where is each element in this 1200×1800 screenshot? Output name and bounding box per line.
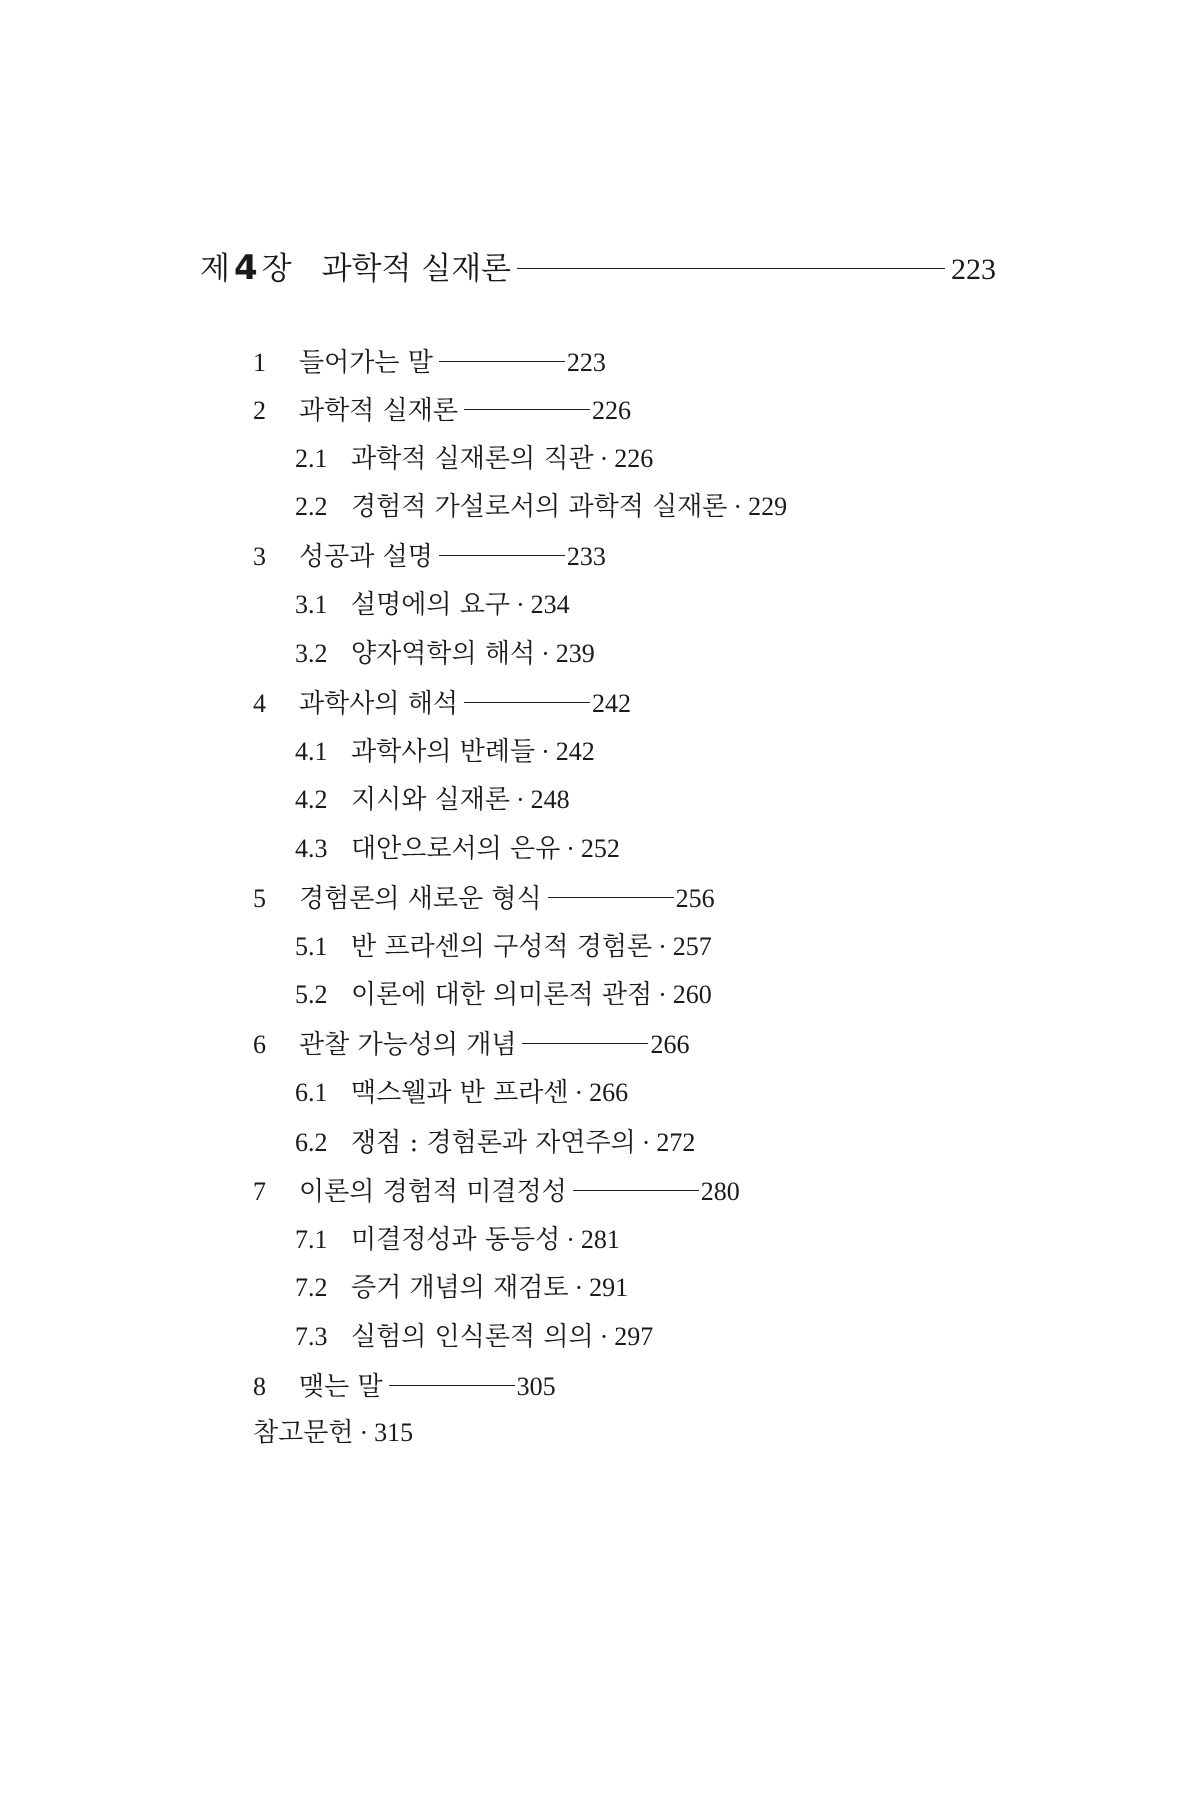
bullet-separator: ·	[566, 834, 575, 863]
toc-subsection[interactable]	[295, 1080, 628, 1106]
toc-subsection[interactable]	[295, 934, 712, 960]
chapter-title: 과학적 실재론	[321, 251, 512, 287]
toc-subsection[interactable]	[295, 1275, 628, 1301]
page-number: 297	[614, 1322, 654, 1351]
subsection-number: 4.3	[295, 834, 328, 863]
page-number: 252	[580, 834, 620, 863]
bullet-separator: ·	[599, 444, 609, 473]
toc-subsection[interactable]	[295, 592, 570, 618]
toc-section[interactable]	[253, 398, 631, 424]
bullet-separator: ·	[541, 737, 550, 766]
references-title: 참고문헌	[253, 1418, 354, 1448]
page-number: 242	[555, 737, 595, 766]
subsection-number: 7.2	[295, 1273, 328, 1302]
bullet-separator: ·	[658, 932, 667, 961]
section-number: 5	[253, 884, 266, 913]
chapter-heading	[200, 243, 996, 288]
toc-section[interactable]	[253, 350, 606, 376]
section-title: 과학적 실재론	[299, 396, 458, 426]
chapter-number: 4	[233, 248, 258, 288]
toc-section[interactable]	[253, 1374, 556, 1400]
page-number: 305	[516, 1372, 556, 1401]
page-number: 248	[530, 785, 570, 814]
leader-line	[464, 409, 590, 410]
toc-subsection[interactable]	[295, 446, 653, 472]
section-number: 8	[253, 1372, 266, 1401]
toc-subsection[interactable]	[295, 1130, 695, 1156]
toc-references[interactable]	[253, 1420, 413, 1446]
leader-line	[439, 361, 565, 362]
page-number: 272	[656, 1128, 696, 1157]
subsection-title: 지시와 실재론	[351, 785, 510, 815]
bullet-separator: ·	[733, 492, 743, 521]
subsection-number: 6.2	[295, 1128, 328, 1157]
section-title: 과학사의 해석	[299, 689, 458, 719]
section-number: 6	[253, 1030, 266, 1059]
subsection-number: 2.1	[295, 444, 328, 473]
chapter-leader-line	[517, 268, 945, 269]
subsection-number: 3.1	[295, 590, 328, 619]
page-number: 280	[700, 1177, 740, 1206]
subsection-title: 과학적 실재론의 직관	[351, 444, 594, 474]
section-title: 맺는 말	[299, 1372, 383, 1402]
leader-line	[548, 897, 674, 898]
leader-line	[522, 1043, 648, 1044]
bullet-separator: ·	[359, 1418, 369, 1447]
chapter-suffix: 장	[261, 251, 292, 287]
bullet-separator: ·	[541, 639, 550, 668]
subsection-title: 경험적 가설로서의 과학적 실재론	[351, 492, 728, 522]
section-number: 2	[253, 396, 266, 425]
section-number: 7	[253, 1177, 266, 1206]
page-number: 226	[614, 444, 654, 473]
subsection-number: 6.1	[295, 1078, 328, 1107]
toc-subsection[interactable]	[295, 836, 620, 862]
toc-subsection[interactable]	[295, 982, 712, 1008]
page-number: 234	[530, 590, 570, 619]
page-number: 266	[650, 1030, 690, 1059]
page-number: 291	[589, 1273, 629, 1302]
subsection-title: 미결정성과 동등성	[351, 1225, 561, 1255]
bullet-separator: ·	[574, 1078, 584, 1107]
toc-section[interactable]	[253, 886, 715, 912]
bullet-separator: ·	[515, 785, 525, 814]
section-title: 성공과 설명	[299, 542, 433, 572]
subsection-number: 2.2	[295, 492, 328, 521]
leader-line	[573, 1190, 699, 1191]
leader-line	[439, 555, 565, 556]
page-number: 266	[589, 1078, 629, 1107]
subsection-title: 양자역학의 해석	[351, 639, 536, 669]
subsection-title: 쟁점 : 경험론과 자연주의	[351, 1128, 636, 1158]
subsection-title: 이론에 대한 의미론적 관점	[351, 980, 653, 1010]
page-number: 260	[672, 980, 712, 1009]
toc-subsection[interactable]	[295, 641, 595, 667]
subsection-number: 4.2	[295, 785, 328, 814]
subsection-title: 과학사의 반례들	[351, 737, 536, 767]
section-title: 이론의 경험적 미결정성	[299, 1177, 567, 1207]
page-number: 242	[591, 689, 631, 718]
subsection-title: 맥스웰과 반 프라센	[351, 1078, 569, 1108]
subsection-number: 5.1	[295, 932, 328, 961]
toc-subsection[interactable]	[295, 494, 787, 520]
section-title: 관찰 가능성의 개념	[299, 1030, 517, 1060]
bullet-separator: ·	[658, 980, 667, 1009]
page-number: 281	[580, 1225, 620, 1254]
toc-section[interactable]	[253, 544, 606, 570]
subsection-title: 실험의 인식론적 의의	[351, 1322, 594, 1352]
page-number: 239	[555, 639, 595, 668]
toc-subsection[interactable]	[295, 739, 595, 765]
toc-subsection[interactable]	[295, 1324, 653, 1350]
toc-subsection[interactable]	[295, 787, 570, 813]
page-number: 223	[566, 348, 606, 377]
chapter-page-number: 223	[951, 253, 996, 286]
subsection-number: 7.3	[295, 1322, 328, 1351]
toc-section[interactable]	[253, 1179, 740, 1205]
page-number: 233	[566, 542, 606, 571]
page-number: 315	[374, 1418, 414, 1447]
subsection-number: 3.2	[295, 639, 328, 668]
leader-line	[464, 702, 590, 703]
section-title: 들어가는 말	[299, 348, 433, 378]
chapter-prefix: 제	[200, 251, 230, 287]
leader-line	[389, 1385, 515, 1386]
section-number: 4	[253, 689, 266, 718]
subsection-title: 대안으로서의 은유	[351, 834, 561, 864]
page-number: 229	[748, 492, 788, 521]
bullet-separator: ·	[599, 1322, 609, 1351]
page-number: 256	[675, 884, 715, 913]
page-number: 257	[672, 932, 712, 961]
subsection-title: 설명에의 요구	[351, 590, 510, 620]
subsection-title: 반 프라센의 구성적 경험론	[351, 932, 653, 962]
toc-subsection[interactable]	[295, 1227, 620, 1253]
toc-section[interactable]	[253, 1032, 689, 1058]
bullet-separator: ·	[574, 1273, 584, 1302]
bullet-separator: ·	[566, 1225, 575, 1254]
section-number: 1	[253, 348, 266, 377]
subsection-number: 4.1	[295, 737, 328, 766]
subsection-title: 증거 개념의 재검토	[351, 1273, 569, 1303]
bullet-separator: ·	[515, 590, 525, 619]
subsection-number: 7.1	[295, 1225, 328, 1254]
section-title: 경험론의 새로운 형식	[299, 884, 542, 914]
toc-section[interactable]	[253, 691, 631, 717]
bullet-separator: ·	[641, 1128, 651, 1157]
chapter-label	[200, 243, 292, 288]
subsection-number: 5.2	[295, 980, 328, 1009]
section-number: 3	[253, 542, 266, 571]
page-number: 226	[591, 396, 631, 425]
